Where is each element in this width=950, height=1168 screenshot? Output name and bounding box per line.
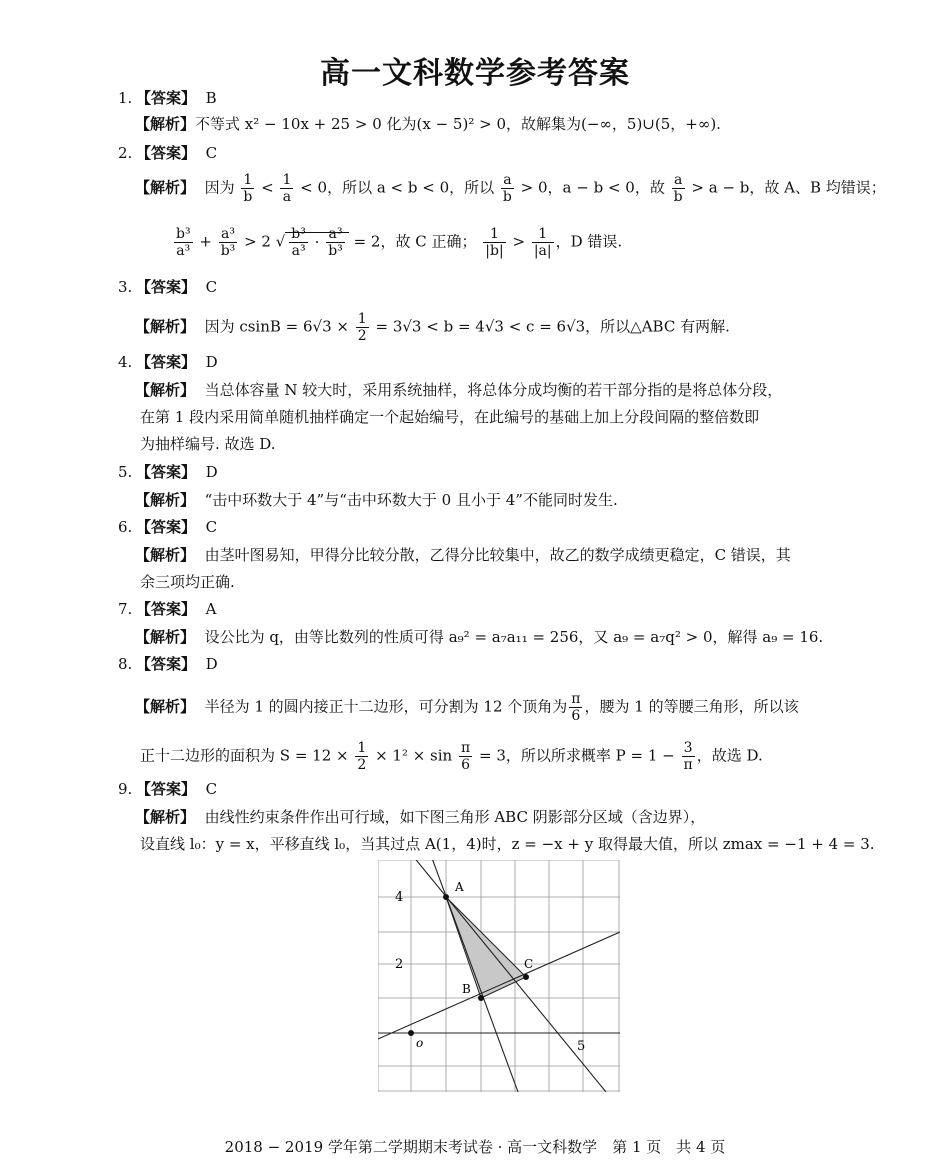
- question-9-explain: 【解析】 由线性约束条件作出可行域，如下图三角形 ABC 阴影部分区域（含边界），: [135, 808, 706, 826]
- triangle-abc-shaded: [446, 897, 526, 998]
- line-through-o-b-c: [378, 932, 620, 1039]
- label-c: C: [524, 957, 534, 971]
- question-9-explain-line2: 设直线 l₀：y = x，平移直线 l₀，当其过点 A(1，4)时，z = −x + y 取得最大值，所以 zmax = −1 + 4 = 3.: [140, 835, 875, 853]
- fraction: $\frac{\text{a³}}{\text{b³}}$: [220, 226, 236, 259]
- question-6-answer: 6. 【答案】 C: [118, 518, 218, 536]
- fraction: $\frac{1}{2}$: [357, 311, 367, 344]
- question-1-answer: 1. 【答案】 B: [118, 89, 217, 107]
- fraction: $\frac{\text{b³}}{\text{a³}}$: [176, 226, 191, 259]
- question-3-answer: 3. 【答案】 C: [118, 278, 218, 296]
- question-5-answer: 5. 【答案】 D: [118, 463, 218, 481]
- point-a: [443, 894, 449, 900]
- fraction: $\frac{1}{2}$: [357, 740, 367, 773]
- point-c: [523, 974, 529, 980]
- question-4-answer: 4. 【答案】 D: [118, 353, 218, 371]
- fraction: $\frac{\pi}{6}$: [461, 740, 471, 773]
- page-title: 高一文科数学参考答案: [320, 56, 630, 91]
- fraction: $\frac{1}{a}$: [282, 172, 292, 205]
- question-8-explain: 【解析】 半径为 1 的圆内接正十二边形，可分割为 12 个顶角为 $\frac{\pi}{6}$ ，腰为 1 的等腰三角形，所以该: [135, 691, 799, 724]
- fraction: $\frac{1}{|b|}$: [485, 226, 504, 259]
- question-9-answer: 9. 【答案】 C: [118, 780, 218, 798]
- label-o: o: [416, 1036, 424, 1050]
- question-4-explain-line2: 在第 1 段内采用简单随机抽样确定一个起始编号，在此编号的基础上加上分段间隔的整倍数即: [140, 408, 760, 426]
- fraction: $\frac{\pi}{6}$: [571, 691, 581, 724]
- question-6-explain: 【解析】 由茎叶图易知，甲得分比较分散，乙得分比较集中，故乙的数学成绩更稳定，C 错误，其: [135, 546, 791, 564]
- sqrt-expression: $\frac{\text{b³}}{\text{a³}}$ · $\frac{\text{a³}}{\text{b³}}$: [285, 232, 349, 251]
- question-2-answer: 2. 【答案】 C: [118, 144, 218, 162]
- page-footer: 2018 − 2019 学年第二学期期末考试卷 · 高一文科数学 第 1 页 共 4 页: [224, 1138, 726, 1156]
- question-2-explain-line1: 【解析】 因为 $\frac{1}{b}$ < $\frac{1}{a}$ < 0，所以 a < b < 0，所以 $\frac{a}{b}$ > 0，a − b < 0，故 $\frac{a}{b}$ > a − b，故 A、B 均错误；: [135, 172, 886, 205]
- point-o: [408, 1030, 414, 1036]
- question-4-explain: 【解析】 当总体容量 N 较大时，采用系统抽样，将总体分成均衡的若干部分指的是将总体分段，: [135, 381, 783, 399]
- question-3-explain: 【解析】 因为 csinB = 6√3 × $\frac{1}{2}$ = 3√3 < b = 4√3 < c = 6√3，所以△ABC 有两解.: [135, 311, 730, 344]
- tick-y2: 2: [395, 957, 404, 972]
- question-1-explain: 【解析】不等式 x² − 10x + 25 > 0 化为(x − 5)² > 0，故解集为(−∞，5)∪(5，+∞).: [135, 115, 721, 133]
- label-a: A: [455, 880, 464, 894]
- point-b: [478, 995, 484, 1001]
- feasible-region-graph: [378, 860, 620, 1092]
- question-7-answer: 7. 【答案】 A: [118, 600, 217, 618]
- fraction: $\frac{1}{|a|}$: [533, 226, 552, 259]
- label-b: B: [462, 982, 471, 996]
- fraction: $\frac{3}{\pi}$: [683, 740, 693, 773]
- tick-y4: 4: [395, 890, 404, 905]
- tick-x5: 5: [577, 1039, 586, 1054]
- question-4-explain-line3: 为抽样编号. 故选 D.: [140, 435, 276, 453]
- question-6-explain-line2: 余三项均正确.: [140, 573, 235, 591]
- question-8-explain-line2: 正十二边形的面积为 S = 12 × $\frac{1}{2}$ × 1² × sin $\frac{\pi}{6}$ = 3，所以所求概率 P = 1 − $\frac{3}{\pi}$ ，故选 D.: [140, 740, 763, 773]
- question-8-answer: 8. 【答案】 D: [118, 655, 218, 673]
- question-5-explain: 【解析】 “击中环数大于 4”与“击中环数大于 0 且小于 4”不能同时发生.: [135, 491, 618, 509]
- fraction: $\frac{a}{b}$: [673, 172, 683, 205]
- question-7-explain: 【解析】 设公比为 q，由等比数列的性质可得 a₉² = a₇a₁₁ = 256，又 a₉ = a₇q² > 0，解得 a₉ = 16.: [135, 628, 824, 646]
- question-2-explain-line2: $\frac{\text{b³}}{\text{a³}}$ + $\frac{\text{a³}}{\text{b³}}$ > 2 √ $\frac{\text{b³}}{\text{a³}}$ · $\frac{\text{a³}}{\text{b³}}$ = 2，故 C 正确； $\frac{1}{|b|}$ > $\frac{1}{|a|}$ ，D 错误.: [176, 226, 623, 259]
- fraction: $\frac{a}{b}$: [502, 172, 512, 205]
- fraction: $\frac{1}{b}$: [243, 172, 253, 205]
